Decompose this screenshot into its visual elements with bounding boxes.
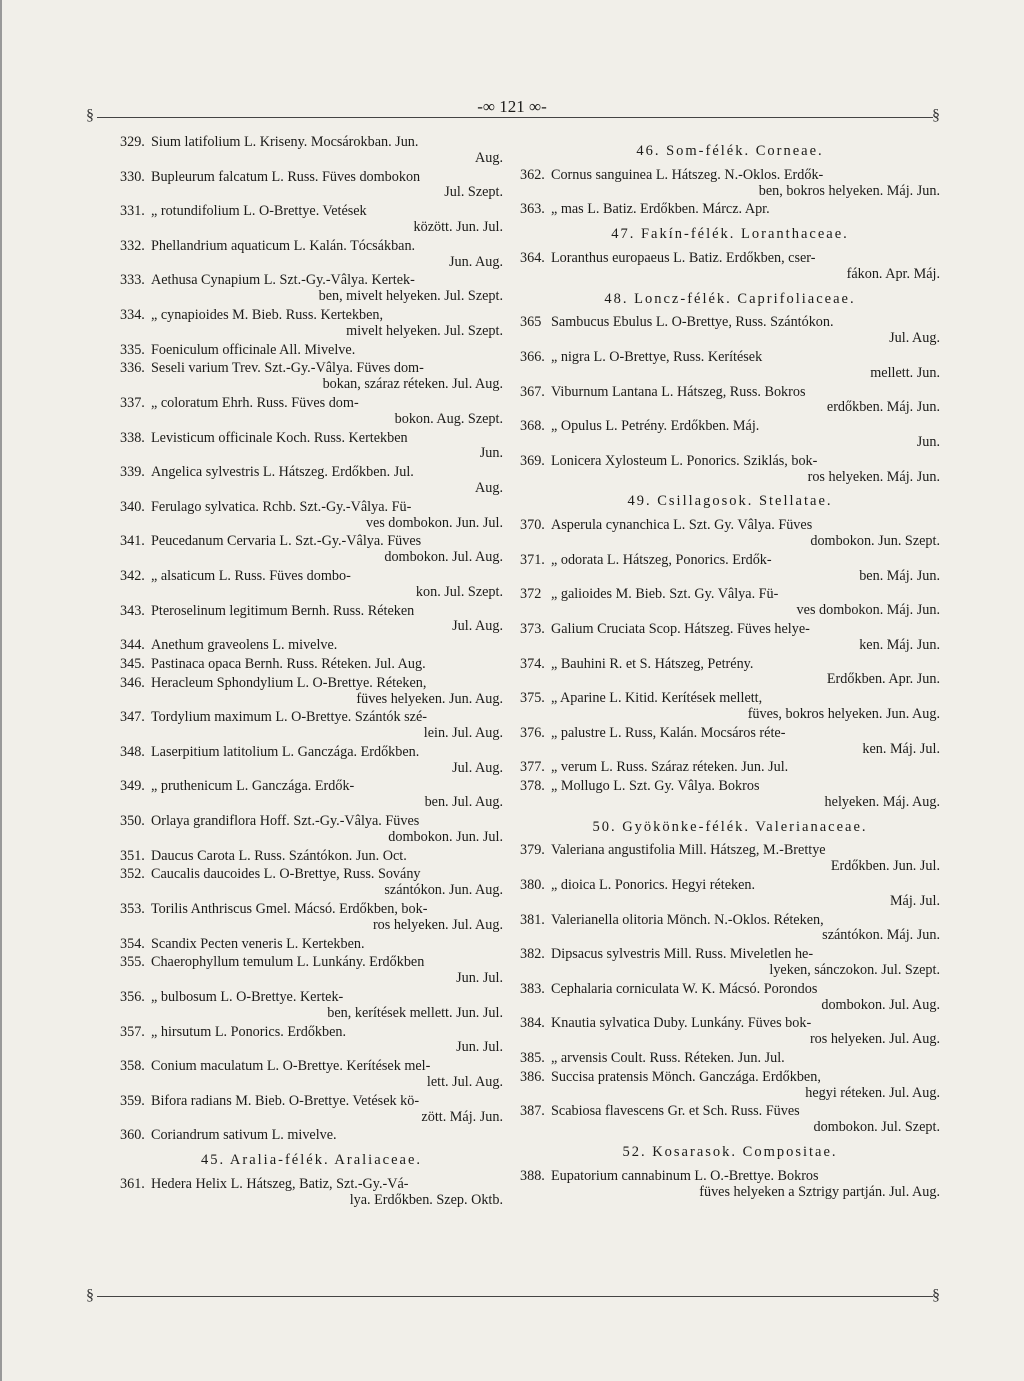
- entry-continuation: Jun. Jul.: [456, 1039, 503, 1056]
- entry-text: Peucedanum Cervaria L. Szt.-Gy.-Vâlya. Füves: [151, 533, 422, 550]
- species-entry: [520, 518, 940, 550]
- entry-text: Valerianella olitoria Mönch. N.-Oklos. Réteken,: [551, 911, 824, 928]
- species-entry: [520, 553, 940, 585]
- entry-text: „ cynapioides M. Bieb. Russ. Kertekben,: [151, 306, 384, 323]
- entry-number: 373.: [520, 620, 545, 637]
- entry-continuation: ken. Máj. Jun.: [859, 636, 940, 653]
- section-heading: 47. Fakín-félék. Loranthaceae.: [611, 226, 849, 243]
- species-entry: [520, 913, 940, 945]
- right-column: [520, 135, 940, 1203]
- entry-number: 354.: [120, 935, 145, 952]
- entry-continuation: szántókon. Máj. Jun.: [822, 927, 940, 944]
- species-entry: [120, 1177, 503, 1209]
- entry-number: 359.: [120, 1092, 145, 1109]
- entry-number: 343.: [120, 602, 145, 619]
- species-entry: [120, 500, 503, 532]
- entry-number: 375.: [520, 690, 545, 707]
- ornament-right: ∞-: [529, 97, 547, 116]
- entry-text: „ Aparine L. Kitid. Kerítések mellett,: [551, 690, 763, 707]
- entry-number: 383.: [520, 980, 545, 997]
- entry-number: 334.: [120, 306, 145, 323]
- species-entry: [120, 990, 503, 1022]
- entry-number: 371.: [520, 551, 545, 568]
- species-entry: [520, 1070, 940, 1102]
- species-entry: [120, 465, 503, 497]
- species-entry: [520, 760, 940, 776]
- entry-text: Valeriana angustifolia Mill. Hátszeg, M.-Brettye: [551, 842, 826, 859]
- entry-number: 381.: [520, 911, 545, 928]
- entry-text: Phellandrium aquaticum L. Kalán. Tócsákban.: [151, 237, 416, 254]
- page-number: 121: [499, 97, 525, 116]
- species-entry: [120, 534, 503, 566]
- entry-continuation: ben. Jul. Aug.: [424, 794, 503, 811]
- entry-text: Caucalis daucoides L. O-Brettye, Russ. Sovány: [151, 866, 421, 883]
- entry-continuation: hegyi réteken. Jul. Aug.: [805, 1084, 940, 1101]
- entry-continuation: ves dombokon. Máj. Jun.: [796, 602, 940, 619]
- species-entry: [120, 431, 503, 463]
- species-entry: [520, 251, 940, 283]
- entry-number: 345.: [120, 655, 145, 672]
- entry-number: 365: [520, 314, 542, 331]
- species-entry: [120, 204, 503, 236]
- entry-text: Eupatorium cannabinum L. O.-Brettye. Bokros: [551, 1167, 819, 1184]
- entry-text: Coriandrum sativum L. mivelve.: [151, 1127, 337, 1144]
- entry-continuation: bokan, száraz réteken. Jul. Aug.: [322, 376, 503, 393]
- corner-ornament-bottom-left: §: [86, 1287, 94, 1304]
- entry-text: Asperula cynanchica L. Szt. Gy. Vâlya. Füves: [551, 517, 813, 534]
- section-heading: 45. Aralia-félék. Araliaceae.: [200, 1152, 423, 1169]
- entry-continuation: lett. Jul. Aug.: [426, 1074, 503, 1091]
- species-entry: [520, 691, 940, 723]
- entry-text: „ pruthenicum L. Ganczága. Erdők-: [151, 778, 355, 795]
- entry-continuation: ben. Máj. Jun.: [859, 567, 940, 584]
- entry-text: Bupleurum falcatum L. Russ. Füves dombokon: [151, 168, 421, 185]
- species-entry: [120, 135, 503, 167]
- entry-number: 388.: [520, 1167, 545, 1184]
- entry-continuation: kon. Jul. Szept.: [415, 583, 503, 600]
- entry-continuation: között. Jun. Jul.: [413, 218, 503, 235]
- entry-text: Foeniculum officinale All. Mivelve.: [151, 341, 356, 358]
- entry-text: „ palustre L. Russ, Kalán. Mocsáros réte-: [551, 724, 786, 741]
- species-entry: [520, 779, 940, 811]
- entry-number: 352.: [120, 866, 145, 883]
- entry-text: „ hirsutum L. Ponorics. Erdőkben.: [151, 1023, 347, 1040]
- species-entry: [520, 1016, 940, 1048]
- entry-number: 355.: [120, 954, 145, 971]
- species-entry: [120, 814, 503, 846]
- section-heading: 46. Som-félék. Corneae.: [636, 143, 824, 159]
- entry-text: Anethum graveolens L. mivelve.: [151, 637, 338, 654]
- species-entry: [120, 955, 503, 987]
- entry-text: Daucus Carota L. Russ. Szántókon. Jun. Oct.: [151, 847, 407, 864]
- entry-text: „ coloratum Ehrh. Russ. Füves dom-: [151, 394, 359, 411]
- entry-number: 357.: [120, 1023, 145, 1040]
- entry-number: 363.: [520, 201, 545, 218]
- species-entry: [120, 1059, 503, 1091]
- species-entry: [120, 361, 503, 393]
- entry-number: 347.: [120, 709, 145, 726]
- entry-number: 382.: [520, 946, 545, 963]
- entry-number: 358.: [120, 1058, 145, 1075]
- entry-number: 337.: [120, 394, 145, 411]
- species-entry: [120, 745, 503, 777]
- entry-continuation: Jul. Aug.: [889, 330, 940, 347]
- entry-continuation: ben, kerítések mellett. Jun. Jul.: [327, 1004, 503, 1021]
- entry-continuation: ben, mivelt helyeken. Jul. Szept.: [318, 288, 503, 305]
- entry-number: 374.: [520, 655, 545, 672]
- species-entry: [520, 1051, 940, 1067]
- entry-number: 341.: [120, 533, 145, 550]
- species-entry: [520, 202, 940, 218]
- species-entry: [120, 1128, 503, 1144]
- entry-text: Succisa pratensis Mönch. Ganczága. Erdőkben,: [551, 1068, 821, 1085]
- entry-text: Pteroselinum legitimum Bernh. Russ. Réteken: [151, 602, 415, 619]
- entry-continuation: lya. Erdőkben. Szep. Oktb.: [349, 1191, 503, 1208]
- species-entry: [120, 779, 503, 811]
- entry-text: Pastinaca opaca Bernh. Russ. Réteken. Jul. Aug.: [151, 655, 426, 672]
- ornament-left: -∞: [477, 97, 495, 116]
- entry-continuation: Jun.: [916, 433, 940, 450]
- entry-continuation: dombokon. Jul. Szept.: [813, 1119, 940, 1136]
- entry-text: Angelica sylvestris L. Hátszeg. Erdőkben. Jul.: [151, 464, 414, 481]
- entry-number: 336.: [120, 360, 145, 377]
- entry-number: 380.: [520, 877, 545, 894]
- corner-ornament-top-right: §: [932, 107, 940, 124]
- species-entry: [120, 902, 503, 934]
- entry-continuation: dombokon. Jun. Szept.: [810, 532, 940, 549]
- entry-text: „ galioides M. Bieb. Szt. Gy. Vâlya. Fü-: [551, 586, 779, 603]
- entry-continuation: helyeken. Máj. Aug.: [824, 793, 940, 810]
- left-column: [120, 135, 503, 1212]
- entry-continuation: zött. Máj. Jun.: [421, 1108, 503, 1125]
- entry-text: Scandix Pecten veneris L. Kertekben.: [151, 935, 365, 952]
- entry-continuation: dombokon. Jul. Aug.: [384, 549, 503, 566]
- entry-number: 368.: [520, 418, 545, 435]
- species-entry: [120, 396, 503, 428]
- entry-continuation: dombokon. Jun. Jul.: [388, 828, 503, 845]
- entry-continuation: dombokon. Jul. Aug.: [821, 996, 940, 1013]
- corner-ornament-bottom-right: §: [932, 1287, 940, 1304]
- section-heading: 52. Kosarasok. Compositae.: [622, 1144, 838, 1161]
- species-entry: [120, 937, 503, 953]
- species-entry: [520, 1169, 940, 1201]
- entry-text: Conium maculatum L. O-Brettye. Kerítések mel-: [151, 1058, 431, 1075]
- entry-text: Laserpitium latitolium L. Ganczága. Erdőkben.: [151, 743, 420, 760]
- entry-text: „ dioica L. Ponorics. Hegyi réteken.: [551, 877, 756, 894]
- species-entry: [120, 170, 503, 202]
- corner-ornament-top-left: §: [86, 107, 94, 124]
- entry-continuation: mellett. Jun.: [870, 364, 940, 381]
- entry-text: Ferulago sylvatica. Rchb. Szt.-Gy.-Vâlya. Fü-: [151, 498, 412, 515]
- entry-number: 339.: [120, 464, 145, 481]
- species-entry: [120, 308, 503, 340]
- entry-text: Orlaya grandiflora Hoff. Szt.-Gy.-Vâlya. Füves: [151, 813, 420, 830]
- entry-number: 364.: [520, 249, 545, 266]
- entry-text: Sambucus Ebulus L. O-Brettye, Russ. Szántókon.: [551, 314, 834, 331]
- entry-number: 360.: [120, 1127, 145, 1144]
- entry-number: 369.: [520, 452, 545, 469]
- entry-number: 330.: [120, 168, 145, 185]
- entry-text: Dipsacus sylvestris Mill. Russ. Miveletlen he-: [551, 946, 814, 963]
- entry-text: Heracleum Sphondylium L. O-Brettye. Réteken,: [151, 674, 427, 691]
- entry-continuation: Jun. Aug.: [449, 253, 503, 270]
- entry-continuation: ros helyeken. Jul. Aug.: [372, 916, 503, 933]
- species-entry: [120, 867, 503, 899]
- entry-number: 349.: [120, 778, 145, 795]
- entry-continuation: Jul. Aug.: [452, 759, 503, 776]
- species-entry: [520, 1104, 940, 1136]
- species-entry: [520, 947, 940, 979]
- entry-continuation: Máj. Jul.: [889, 892, 940, 909]
- entry-number: 377.: [520, 759, 545, 776]
- entry-continuation: füves helyeken a Sztrigy partján. Jul. Aug.: [699, 1183, 940, 1200]
- entry-text: „ bulbosum L. O-Brettye. Kertek-: [151, 989, 344, 1006]
- entry-text: Lonicera Xylosteum L. Ponorics. Sziklás, bok-: [551, 452, 818, 469]
- entry-number: 332.: [120, 237, 145, 254]
- page-number-header: [0, 97, 1024, 117]
- entry-continuation: ros helyeken. Máj. Jun.: [807, 468, 940, 485]
- entry-continuation: Aug.: [475, 149, 503, 166]
- entry-text: „ nigra L. O-Brettye, Russ. Kerítések: [551, 348, 763, 365]
- species-entry: [120, 849, 503, 865]
- species-entry: [520, 385, 940, 417]
- entry-continuation: lyeken, sánczokon. Jul. Szept.: [769, 962, 940, 979]
- entry-text: Aethusa Cynapium L. Szt.-Gy.-Vâlya. Kertek-: [151, 272, 415, 289]
- entry-number: 348.: [120, 743, 145, 760]
- entry-text: „ arvensis Coult. Russ. Réteken. Jun. Jul.: [551, 1050, 785, 1067]
- entry-text: Levisticum officinale Koch. Russ. Kertekben: [151, 429, 408, 446]
- species-entry: [520, 657, 940, 689]
- entry-number: 331.: [120, 203, 145, 220]
- entry-number: 385.: [520, 1050, 545, 1067]
- entry-number: 344.: [120, 637, 145, 654]
- species-entry: [520, 587, 940, 619]
- entry-continuation: Erdőkben. Apr. Jun.: [826, 671, 940, 688]
- species-entry: [120, 1025, 503, 1057]
- entry-text: Scabiosa flavescens Gr. et Sch. Russ. Füves: [551, 1103, 800, 1120]
- entry-continuation: fákon. Apr. Máj.: [846, 265, 940, 282]
- entry-text: „ odorata L. Hátszeg, Ponorics. Erdők-: [551, 551, 772, 568]
- entry-number: 370.: [520, 517, 545, 534]
- entry-text: Seseli varium Trev. Szt.-Gy.-Vâlya. Füves dom-: [151, 360, 424, 377]
- entry-number: 351.: [120, 847, 145, 864]
- entry-continuation: füves, bokros helyeken. Jun. Aug.: [747, 705, 940, 722]
- species-entry: [120, 343, 503, 359]
- entry-continuation: lein. Jul. Aug.: [423, 725, 503, 742]
- entry-number: 335.: [120, 341, 145, 358]
- entry-number: 386.: [520, 1068, 545, 1085]
- footer-rule: [97, 1296, 933, 1297]
- entry-number: 387.: [520, 1103, 545, 1120]
- entry-text: Bifora radians M. Bieb. O-Brettye. Vetések kö-: [151, 1092, 420, 1109]
- species-entry: [120, 657, 503, 673]
- entry-text: Cephalaria corniculata W. K. Mácsó. Porondos: [551, 980, 818, 997]
- entry-number: 340.: [120, 498, 145, 515]
- entry-number: 356.: [120, 989, 145, 1006]
- entry-text: „ verum L. Russ. Száraz réteken. Jun. Jul.: [551, 759, 789, 776]
- entry-continuation: Erdőkben. Jun. Jul.: [830, 858, 940, 875]
- species-entry: [120, 638, 503, 654]
- entry-continuation: mivelt helyeken. Jul. Szept.: [346, 322, 503, 339]
- entry-number: 342.: [120, 567, 145, 584]
- entry-text: „ alsaticum L. Russ. Füves dombo-: [151, 567, 351, 584]
- species-entry: [120, 239, 503, 271]
- species-entry: [120, 569, 503, 601]
- entry-number: 367.: [520, 383, 545, 400]
- entry-text: Tordylium maximum L. O-Brettye. Szántók szé-: [151, 709, 427, 726]
- entry-continuation: bokon. Aug. Szept.: [394, 410, 503, 427]
- species-entry: [520, 726, 940, 758]
- entry-text: „ Mollugo L. Szt. Gy. Vâlya. Bokros: [551, 778, 760, 795]
- entry-text: Hedera Helix L. Hátszeg, Batiz, Szt.-Gy.-Vá-: [151, 1176, 409, 1193]
- entry-continuation: ves dombokon. Jun. Jul.: [365, 514, 503, 531]
- page-edge-shadow: [0, 0, 2, 1381]
- entry-number: 346.: [120, 674, 145, 691]
- species-entry: [120, 1094, 503, 1126]
- species-entry: [520, 878, 940, 910]
- entry-text: „ mas L. Batiz. Erdőkben. Márcz. Apr.: [551, 201, 770, 218]
- species-entry: [120, 676, 503, 708]
- entry-text: Loranthus europaeus L. Batiz. Erdőkben, cser-: [551, 249, 816, 266]
- header-rule: [97, 117, 933, 118]
- entry-number: 378.: [520, 778, 545, 795]
- species-entry: [120, 710, 503, 742]
- entry-number: 366.: [520, 348, 545, 365]
- entry-continuation: Aug.: [475, 479, 503, 496]
- entry-number: 329.: [120, 134, 145, 150]
- entry-text: Torilis Anthriscus Gmel. Mácsó. Erdőkben, bok-: [151, 901, 428, 918]
- entry-continuation: ken. Máj. Jul.: [862, 740, 940, 757]
- section-heading: 49. Csillagosok. Stellatae.: [627, 493, 833, 510]
- species-entry: [120, 604, 503, 636]
- entry-number: 353.: [120, 901, 145, 918]
- entry-text: Cornus sanguinea L. Hátszeg. N.-Oklos. Erdők-: [551, 166, 824, 183]
- entry-continuation: füves helyeken. Jun. Aug.: [356, 690, 503, 707]
- entry-text: Galium Cruciata Scop. Hátszeg. Füves helye-: [551, 620, 810, 637]
- entry-continuation: erdőkben. Máj. Jun.: [826, 399, 940, 416]
- entry-number: 376.: [520, 724, 545, 741]
- entry-text: „ Bauhini R. et S. Hátszeg, Petrény.: [551, 655, 754, 672]
- species-entry: [520, 168, 940, 200]
- entry-continuation: ros helyeken. Jul. Aug.: [809, 1031, 940, 1048]
- section-heading: 50. Gyökönke-félék. Valerianaceae.: [592, 818, 868, 835]
- entry-continuation: szántókon. Jun. Aug.: [384, 882, 503, 899]
- species-entry: [520, 454, 940, 486]
- entry-number: 372: [520, 586, 542, 603]
- entry-number: 379.: [520, 842, 545, 859]
- section-heading: 48. Loncz-félék. Caprifoliaceae.: [604, 290, 856, 307]
- species-entry: [520, 622, 940, 654]
- entry-continuation: Jul. Aug.: [452, 618, 503, 635]
- species-entry: [520, 350, 940, 382]
- entry-number: 350.: [120, 813, 145, 830]
- species-entry: [520, 419, 940, 451]
- entry-number: 361.: [120, 1176, 145, 1193]
- species-entry: [120, 273, 503, 305]
- species-entry: [520, 843, 940, 875]
- entry-text: Sium latifolium L. Kriseny. Mocsárokban. Jun.: [151, 134, 419, 150]
- entry-number: 384.: [520, 1015, 545, 1032]
- species-entry: [520, 982, 940, 1014]
- entry-continuation: Jun.: [479, 445, 503, 462]
- entry-text: Knautia sylvatica Duby. Lunkány. Füves bok-: [551, 1015, 812, 1032]
- entry-text: „ Opulus L. Petrény. Erdőkben. Máj.: [551, 418, 760, 435]
- species-entry: [520, 315, 940, 347]
- entry-number: 338.: [120, 429, 145, 446]
- entry-continuation: Jul. Szept.: [444, 184, 503, 201]
- entry-text: Viburnum Lantana L. Hátszeg, Russ. Bokros: [551, 383, 806, 400]
- entry-text: „ rotundifolium L. O-Brettye. Vetések: [151, 203, 367, 220]
- entry-text: Chaerophyllum temulum L. Lunkány. Erdőkben: [151, 954, 425, 971]
- entry-number: 362.: [520, 166, 545, 183]
- entry-continuation: ben, bokros helyeken. Máj. Jun.: [758, 182, 940, 199]
- entry-continuation: Jun. Jul.: [456, 970, 503, 987]
- entry-number: 333.: [120, 272, 145, 289]
